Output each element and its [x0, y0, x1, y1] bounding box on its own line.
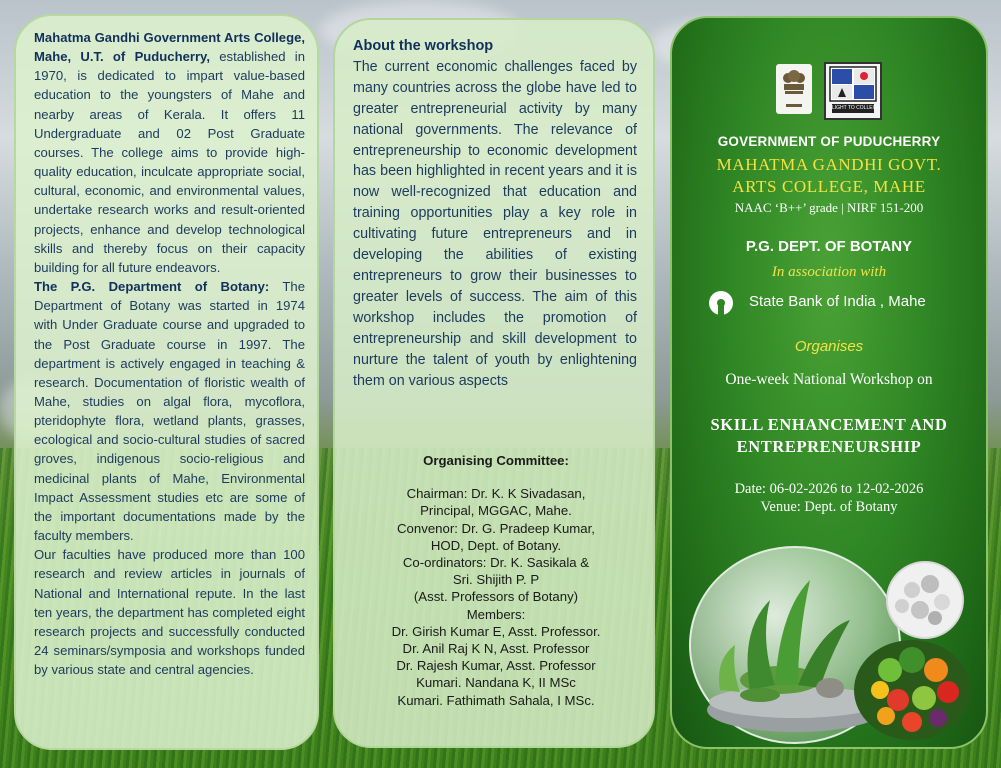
- association-label: In association with: [771, 264, 887, 280]
- committee-line: HOD, Dept. of Botany.: [430, 537, 562, 553]
- college-title-line1: MAHATMA GANDHI GOVT.: [716, 155, 942, 174]
- college-title-line2: ARTS COLLEGE, MAHE: [732, 177, 926, 196]
- committee-line: Kumari. Nandana K, II MSc: [416, 675, 576, 691]
- workshop-info-panel: [333, 18, 655, 748]
- college-name-intro: Mahatma Gandhi Government Arts College, Mahe, U.T. of Puducherry,: [34, 30, 305, 65]
- workshop-title: [672, 414, 986, 458]
- committee-line: Co-ordinators: Dr. K. Sasikala &: [402, 555, 590, 571]
- college-title: [672, 154, 986, 198]
- sbi-partner: [709, 289, 969, 319]
- workshop-schedule: [672, 480, 986, 516]
- committee-heading: Organising Committee:: [423, 453, 569, 468]
- college-info-text: [34, 28, 305, 679]
- committee-line: Dr. Rajesh Kumar, Asst. Professor: [396, 658, 596, 674]
- college-crest-icon: [824, 62, 882, 120]
- committee-line: Dr. Girish Kumar E, Asst. Professor.: [391, 623, 601, 639]
- committee-line: Dr. Anil Raj K N, Asst. Professor: [402, 641, 590, 657]
- department-title: P.G. DEPT. OF BOTANY: [745, 238, 913, 255]
- workshop-date: Date: 06-02-2026 to 12-02-2026: [734, 481, 924, 497]
- committee-line: Members:: [466, 606, 526, 622]
- logos: [776, 62, 886, 120]
- organising-committee: [365, 452, 627, 709]
- workshop-type: One-week National Workshop on: [725, 371, 933, 388]
- organises-label: Organises: [794, 338, 864, 355]
- sbi-name: State Bank of India , Mahe: [749, 293, 926, 310]
- terrarium-illustration-icon: [680, 540, 980, 745]
- committee-line: (Asst. Professors of Botany): [413, 589, 579, 605]
- workshop-venue: Venue: Dept. of Botany: [760, 499, 898, 515]
- college-description: established in 1970, is dedicated to impart value-based education to the youngsters of Mahe and nearby areas of Kerala. It offers 11 Undergraduate and 02 Post Graduate courses. The college aims to provide high-quality education, inculcate appropriate social, cultural, economic, and environmental values, undertake research works and result-oriented projects, enhance and develop technological skills and thereby focus on their capacity building for all future endeavors.: [34, 49, 305, 275]
- department-heading: The P.G. Department of Botany:: [34, 279, 270, 295]
- sbi-logo-icon: [709, 291, 733, 315]
- committee-line: Sri. Shijith P. P: [452, 572, 540, 588]
- state-emblem-icon: [776, 64, 812, 114]
- college-info-panel: [14, 14, 319, 750]
- about-workshop-section: [353, 36, 637, 391]
- committee-line: Chairman: Dr. K. K Sivadasan,: [406, 486, 586, 502]
- accreditation-text: NAAC ‘B++’ grade | NIRF 151-200: [734, 200, 924, 215]
- workshop-title-line2: ENTREPRENEURSHIP: [736, 437, 922, 456]
- committee-line: Convenor: Dr. G. Pradeep Kumar,: [397, 520, 595, 536]
- workshop-title-line1: SKILL ENHANCEMENT AND: [710, 415, 948, 434]
- about-workshop-heading: About the workshop: [353, 38, 494, 54]
- committee-line: Principal, MGGAC, Mahe.: [420, 503, 572, 519]
- crest-motto: LIGHT TO COLLEGE: [832, 105, 880, 111]
- committee-line: Kumari. Fathimath Sahala, I MSc.: [397, 692, 595, 708]
- faculty-achievements: Our faculties have produced more than 100 research and review articles in journals of National and International repute. In the last ten years, the department has completed eight research projects and successfully conducted 24 seminars/symposia and workshops funded by various state and central agencies.: [34, 547, 305, 678]
- cover-panel: [670, 16, 988, 749]
- about-workshop-body: The current economic challenges faced by many countries across the globe have led to greater entrepreneurial activity by many national governments. The relevance of entrepreneurship to economic development has been highlighted in recent years and it is now well-recognized that education and training opportunities play a key role in cultivating future entrepreneurs and in developing the abilities of existing entrepreneurs to grow their businesses to greater levels of success. The aim of this workshop includes the promotion of entrepreneurship and skill development to nurture the talent of youth by enlightening them on various aspects: [353, 58, 637, 389]
- government-label: GOVERNMENT OF PUDUCHERRY: [717, 134, 941, 149]
- department-description: The Department of Botany was started in 1974 with Under Graduate course and upgraded to the Post Graduate course in 1997. The department is actively engaged in teaching & research. Documentation of floristic wealth of Mahe, studies on algal flora, mycoflora, pteridophyte flora, wetland plants, grasses, ecological and socio-cultural studies of sacred groves, indigenous socio-religious and medicinal plants of Mahe, Environmental Impact Assessment studies etc are some of the important documentations made by the faculty members.: [34, 279, 305, 544]
